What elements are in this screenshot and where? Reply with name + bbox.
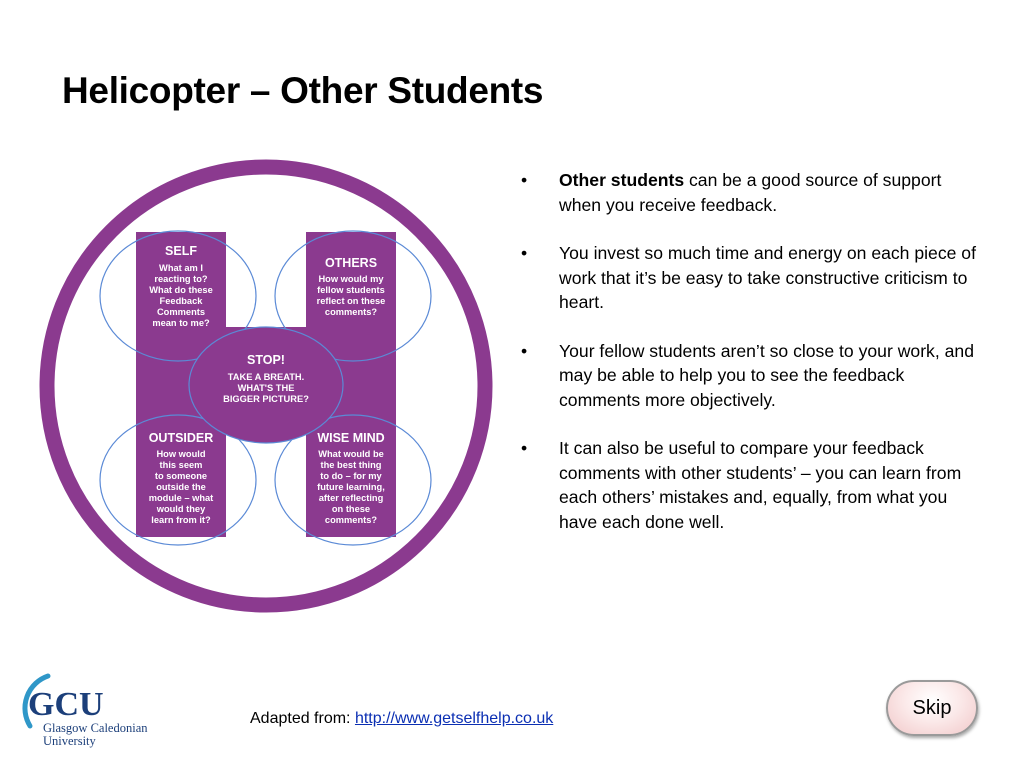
svg-text:comments?: comments? — [324, 307, 378, 317]
bullet-text: can be a good source of support when you receive feedback. — [559, 170, 942, 215]
bullet-item — [519, 436, 987, 534]
svg-text:What do these: What do these — [149, 285, 213, 295]
bullet-item — [519, 241, 987, 315]
svg-text:What would be: What would be — [318, 449, 384, 459]
bullet-bold-text: Other students — [559, 170, 685, 190]
footer-credit — [250, 710, 553, 728]
self-heading: SELF — [165, 244, 197, 258]
bullet-marker: • — [521, 243, 528, 263]
bullet-text: You invest so much time and energy on each piece of work that it’s be easy to take constructive criticism to heart. — [559, 243, 976, 312]
logo-letters: GCU — [28, 686, 104, 723]
svg-text:fellow students: fellow students — [317, 285, 385, 295]
logo-line2: University — [43, 734, 96, 748]
svg-text:after reflecting: after reflecting — [318, 493, 384, 503]
svg-text:BIGGER PICTURE?: BIGGER PICTURE? — [223, 394, 309, 404]
svg-text:reacting to?: reacting to? — [154, 274, 208, 284]
svg-text:the best thing: the best thing — [320, 460, 382, 470]
outsider-heading: OUTSIDER — [148, 431, 214, 445]
svg-text:to someone: to someone — [154, 471, 208, 481]
svg-text:this seem: this seem — [159, 460, 203, 470]
svg-text:What am I: What am I — [159, 263, 203, 273]
svg-text:WHAT'S THE: WHAT'S THE — [237, 383, 295, 393]
svg-text:Comments: Comments — [156, 307, 206, 317]
bullet-list — [519, 168, 987, 558]
wise-mind-heading: WISE MIND — [317, 431, 385, 445]
bullet-item — [519, 168, 987, 217]
footer-prefix: Adapted from: — [250, 710, 355, 727]
others-text — [317, 274, 386, 317]
bullet-text: It can also be useful to compare your feedback comments with other students’ – you can learn from each others’ mistakes and, equally, from what you have each done well. — [559, 438, 962, 532]
slide-title: Helicopter – Other Students — [62, 70, 544, 111]
skip-button[interactable]: Skip — [886, 680, 978, 736]
footer-link[interactable]: http://www.getselfhelp.co.uk — [354, 710, 554, 727]
svg-text:reflect on these: reflect on these — [316, 296, 386, 306]
svg-text:to do – for my: to do – for my — [320, 471, 382, 481]
others-heading: OTHERS — [324, 256, 378, 270]
svg-text:future learning,: future learning, — [317, 482, 385, 492]
svg-text:mean to me?: mean to me? — [152, 318, 210, 328]
svg-text:module – what: module – what — [148, 493, 214, 503]
svg-text:Feedback: Feedback — [159, 296, 203, 306]
bullet-text: Your fellow students aren’t so close to your work, and may be able to help you to see the feedback comments more objectively. — [559, 340, 974, 410]
svg-text:would they: would they — [156, 504, 206, 514]
bullet-item — [519, 339, 987, 413]
bullet-marker: • — [521, 340, 528, 361]
svg-text:outside the: outside the — [156, 482, 206, 492]
svg-text:learn from it?: learn from it? — [151, 515, 211, 525]
svg-text:How would my: How would my — [318, 274, 384, 284]
gcu-logo — [18, 668, 168, 750]
svg-text:comments?: comments? — [324, 515, 378, 525]
logo-line1: Glasgow Caledonian — [43, 721, 148, 735]
bullet-marker: • — [521, 170, 528, 190]
stop-heading: STOP! — [247, 353, 285, 367]
bullet-marker: • — [521, 438, 528, 458]
helicopter-diagram — [33, 155, 499, 617]
svg-text:on these: on these — [331, 504, 371, 514]
svg-text:How would: How would — [156, 449, 206, 459]
svg-text:TAKE A BREATH.: TAKE A BREATH. — [227, 372, 305, 382]
